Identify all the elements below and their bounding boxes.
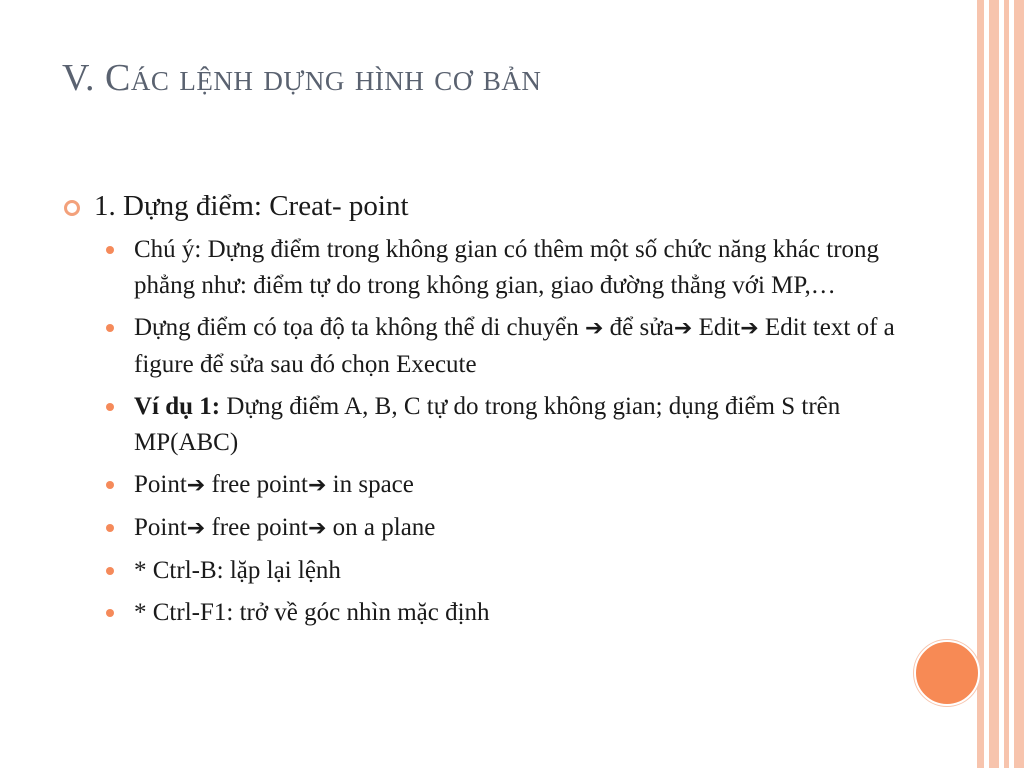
dot-bullet-icon — [106, 403, 114, 411]
dot-bullet-icon — [106, 246, 114, 254]
dot-bullet-icon — [106, 609, 114, 617]
list-item — [62, 553, 942, 589]
title-rest: ác lệnh dựng hình cơ bản — [130, 57, 542, 99]
list-item — [62, 389, 942, 461]
bullet-text-part: Point — [134, 514, 187, 541]
slide-title — [62, 56, 541, 100]
arrow-icon: ➔ — [740, 316, 759, 341]
bullet-text: Chú ý: Dựng điểm trong không gian có thêm một số chức năng khác trong phẳng như: điểm tự do trong không gian, giao đường thẳng với MP,… — [134, 236, 880, 299]
dot-bullet-icon — [106, 481, 114, 489]
decorative-stripes — [977, 0, 1024, 768]
arrow-icon: ➔ — [584, 316, 604, 341]
list-item — [62, 510, 942, 547]
dot-bullet-icon — [106, 567, 114, 575]
bullet-text: Dựng điểm A, B, C tự do trong không gian; dụng điểm S trên MP(ABC) — [134, 393, 841, 456]
list-item — [62, 310, 942, 383]
arrow-icon: ➔ — [307, 516, 327, 541]
heading-text: 1. Dựng điểm: Creat- point — [94, 190, 409, 222]
arrow-icon: ➔ — [186, 516, 206, 541]
dot-bullet-icon — [106, 524, 114, 532]
bullet-text-part: free point — [205, 514, 308, 541]
heading-bullet — [62, 186, 942, 226]
bullet-text-part: Edit — [692, 314, 741, 341]
stripe — [989, 0, 999, 768]
list-item — [62, 595, 942, 631]
orange-circle — [914, 640, 980, 706]
title-prefix: V. C — [62, 57, 131, 99]
example-label: Ví dụ 1: — [134, 393, 221, 420]
bullet-text-part: Dựng điểm có tọa độ ta không thể di chuyển — [134, 314, 585, 341]
stripe — [977, 0, 984, 768]
bullet-text-part: để sửa — [603, 314, 674, 341]
list-item — [62, 467, 942, 504]
bullet-text: * Ctrl-F1: trở về góc nhìn mặc định — [134, 599, 490, 626]
arrow-icon: ➔ — [673, 316, 693, 341]
stripe — [1014, 0, 1024, 768]
bullet-text-part: Point — [134, 471, 187, 498]
bullet-text-part: in space — [326, 471, 414, 498]
arrow-icon: ➔ — [307, 473, 327, 498]
list-item — [62, 232, 942, 304]
arrow-icon: ➔ — [186, 473, 206, 498]
slide-content — [62, 186, 942, 637]
bullet-text-part: free point — [205, 471, 308, 498]
bullet-text: * Ctrl-B: lặp lại lệnh — [134, 557, 341, 584]
bullet-text-part: on a plane — [326, 514, 436, 541]
dot-bullet-icon — [106, 324, 114, 332]
bullet-text-part: Edit text of a figure để sửa sau đó chọn Execute — [134, 314, 895, 378]
ring-bullet-icon — [64, 200, 80, 216]
